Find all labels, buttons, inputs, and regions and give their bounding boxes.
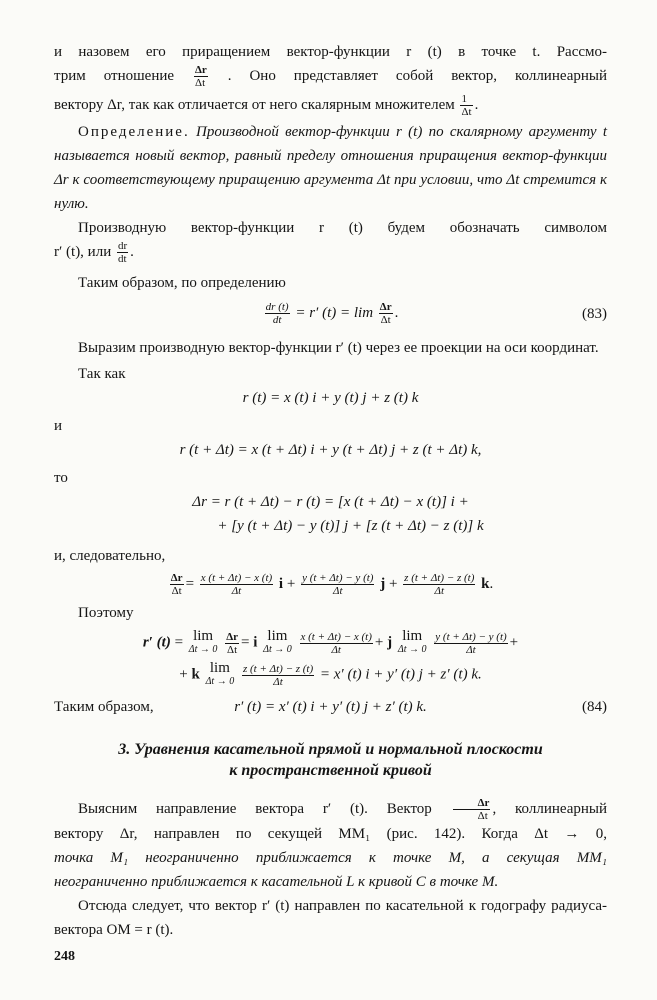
fraction-dr-dt-symbol: $\frac{dr}{dt}$ <box>117 240 128 266</box>
p4: Выразим производную вектор-функции r′ (t) через ее проекции на оси координат. <box>78 340 599 357</box>
p1-line1: и назовем его приращением вектор-функции r (t) в точке t. Рассмо- <box>54 44 607 60</box>
p1-line2: трим отношение $\frac{\Delta r}{\Delta t}$ . Оно представляет собой вектор, коллинеарный <box>54 64 607 90</box>
p2-line2: r′ (t), или $\frac{dr}{dt}$ . <box>54 240 134 266</box>
fraction-dr-dt: $\frac{\Delta r}{\Delta t}$ <box>195 64 207 90</box>
page <box>54 40 608 964</box>
after-line2: вектору Δr, направлен по секущей MM₁ (рис. 142). Когда Δt → 0, <box>54 826 607 843</box>
p2-line1: Производную вектор-функции r (t) будем обозначать символом <box>78 220 607 237</box>
equation-r: Так как r (t) = x (t) i + y (t) j + z (t) k <box>78 366 419 407</box>
page-number: 248 <box>54 949 75 964</box>
after-line4: неограниченно приближается к касательной L к кривой C в точке M. <box>54 874 499 891</box>
equation-limit-2: + k lim Δt → 0 $\frac{z (t + \Delta t) - z (t)}{\Delta t}$ = x′ (t) i + y′ (t) j + z′ (t) k. <box>179 660 482 688</box>
equation-84: Таким образом, r′ (t) = x′ (t) i + y′ (t) j + z′ (t) k. (84) <box>54 695 607 719</box>
fraction-1-dt: $\frac{1}{\Delta t}$ <box>461 93 472 119</box>
equation-number-84: (84) <box>582 699 607 716</box>
equation-limit-1: r′ (t) = lim Δt → 0 $\frac{\Delta r}{\Delta t}$ = i lim Δt → 0 $\frac{x (t + \Delta t) - x (t)}{\Delta t}$ + j lim Δt → 0 $\frac{y (t + \Delta t) - y (t)}{\Delta t}$ + <box>142 628 519 656</box>
after-line3: точка M₁ неограниченно приближается к точке M, а секущая MM₁ <box>54 850 607 867</box>
definition: Определение. Производной вектор-функции r (t) по скалярному аргументу t называется новый вектор, равный пределу отношения приращения вектор-функции Δr к соответствующему приращению аргумента Δt при условии, что Δt стремится к нулю. <box>54 124 607 213</box>
equation-number-83: (83) <box>582 305 607 322</box>
poetomu: Поэтому <box>78 605 134 622</box>
equation-r-shift: и r (t + Δt) = x (t + Δt) i + y (t + Δt) j + z (t + Δt) k, <box>54 418 482 459</box>
p3: Таким образом, по определению <box>78 275 286 292</box>
equation-dr-dt: $\frac{\Delta r}{\Delta t}$ = $\frac{x (t + \Delta t) - x (t)}{\Delta t}$ i + $\frac{y (t + \Delta t) - y (t)}{\Delta t}$ j + $\frac{z (t + \Delta t) - z (t)}{\Delta t}$ k. <box>170 572 494 598</box>
after-line5: Отсюда следует, что вектор r′ (t) направлен по касательной к годографу радиуса-вектора OM = r (t). <box>54 898 607 939</box>
p1-line3: вектору Δr, так как отличается от него скалярным множителем $\frac{1}{\Delta t}$ . <box>54 93 479 119</box>
sled: и, следовательно, <box>54 548 166 565</box>
equation-83: $\frac{dr (t)}{dt}$ = r′ (t) = lim $\frac{\Delta r}{\Delta t}$ . (83) <box>265 301 607 327</box>
section-heading: 3. Уравнения касательной прямой и нормальной плоскости к пространственной кривой <box>118 741 543 780</box>
after-line1: Выясним направление вектора r′ (t). Вектор $\frac{\Delta r}{\Delta t}$ , коллинеарный <box>78 797 608 823</box>
equation-delta-r: то Δr = r (t + Δt) − r (t) = [x (t + Δt) − x (t)] i + + [y (t + Δt) − y (t)] j + [z (t + Δt) − z (t)] k <box>54 470 484 535</box>
